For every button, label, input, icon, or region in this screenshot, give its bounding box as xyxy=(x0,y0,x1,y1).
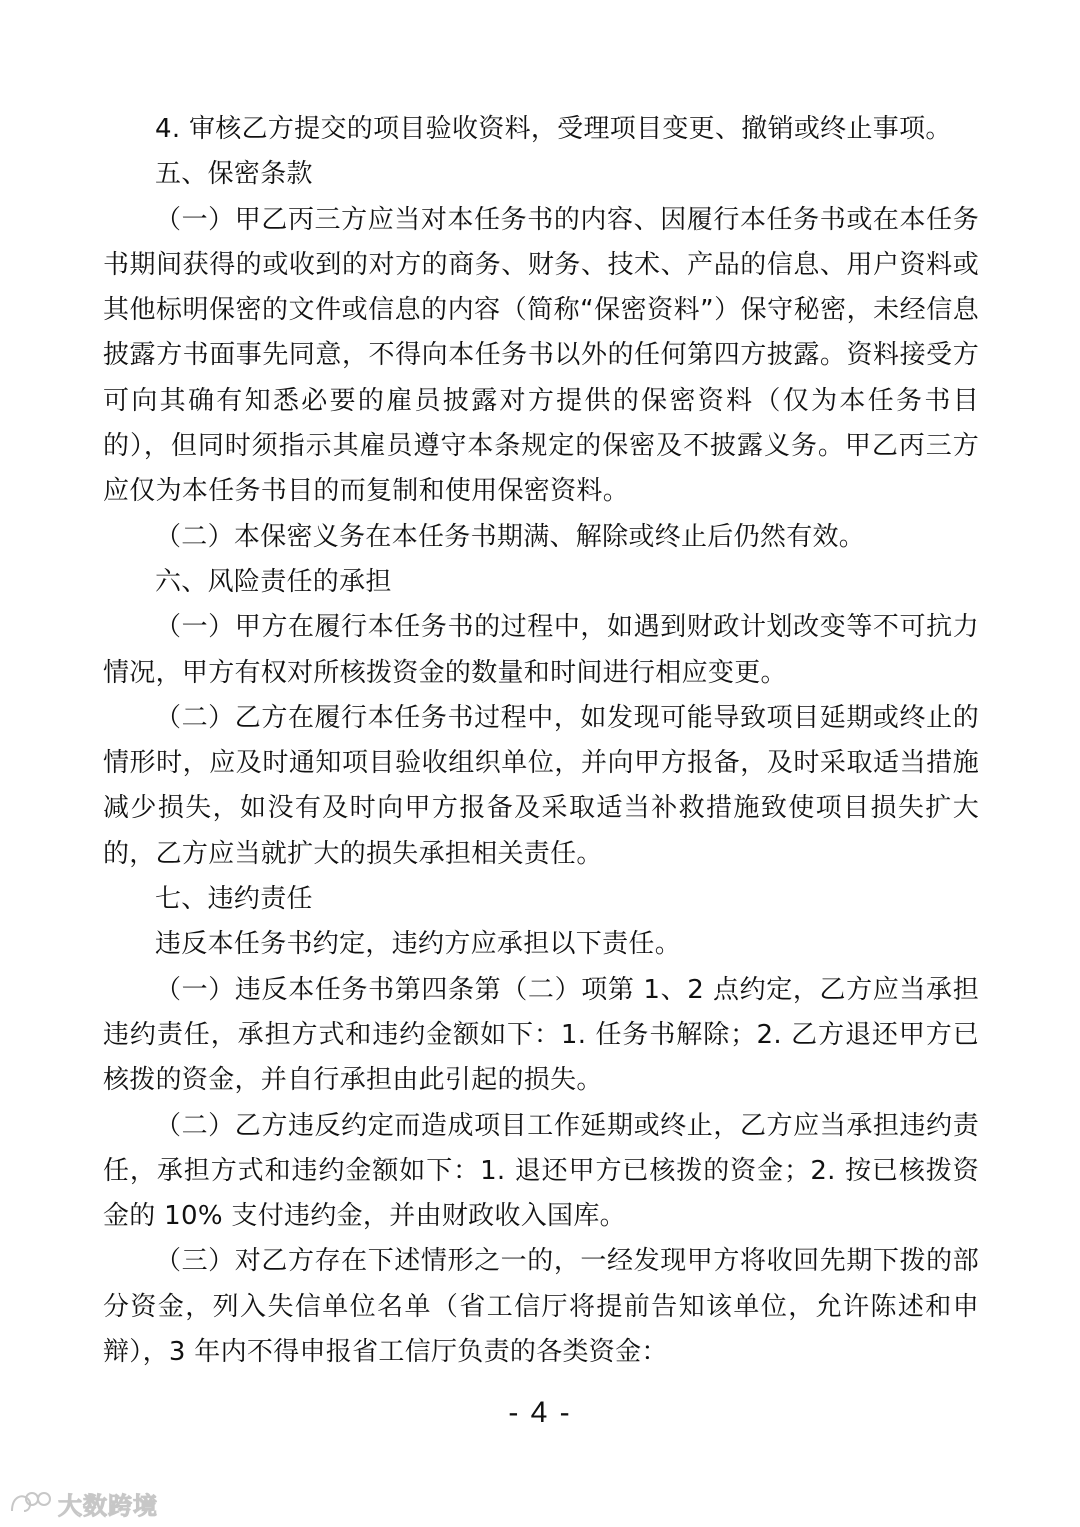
paragraph-risk-1: （一）甲方在履行本任务书的过程中，如遇到财政计划改变等不可抗力情况，甲方有权对所核拨资金的数量和时间进行相应变更。 xyxy=(103,612,979,688)
section-heading-confidentiality: 五、保密条款 xyxy=(155,159,313,190)
page-number: - 4 - xyxy=(508,1396,572,1429)
watermark-logo-icon xyxy=(8,1489,52,1517)
paragraph-breach-2: （二）乙方违反约定而造成项目工作延期或终止，乙方应当承担违约责任，承担方式和违约金额如下：1. 退还甲方已核拨的资金；2. 按已核拨资金的 10% 支付违约金，并由财政收入国库。 xyxy=(103,1110,979,1232)
paragraph-item-4: 4. 审核乙方提交的项目验收资料，受理项目变更、撤销或终止事项。 xyxy=(155,114,952,144)
paragraph-confidentiality-1: （一）甲乙丙三方应当对本任务书的内容、因履行本任务书或在本任务书期间获得的或收到的对方的商务、财务、技术、产品的信息、用户资料或其他标明保密的文件或信息的内容（简称“保密资料”）保守秘密，未经信息披露方书面事先同意，不得向本任务书以外的任何第四方披露。资料接受方可向其确有知悉必要的雇员披露对方提供的保密资料（仅为本任务书目的），但同时须指示其雇员遵守本条规定的保密及不披露义务。甲乙丙三方应仅为本任务书目的而复制和使用保密资料。 xyxy=(103,204,979,507)
paragraph-breach-intro: 违反本任务书约定，违约方应承担以下责任。 xyxy=(155,929,682,960)
paragraph-breach-1: （一）违反本任务书第四条第（二）项第 1、2 点约定，乙方应当承担违约责任，承担方式和违约金额如下：1. 任务书解除；2. 乙方退还甲方已核拨的资金，并自行承担由此引起的损失。 xyxy=(103,974,979,1096)
document-body xyxy=(103,107,979,1375)
paragraph-breach-3: （三）对乙方存在下述情形之一的，一经发现甲方将收回先期下拨的部分资金，列入失信单位名单（省工信厅将提前告知该单位，允许陈述和申辩），3 年内不得申报省工信厅负责的各类资金： xyxy=(103,1246,979,1368)
paragraph-risk-2: （二）乙方在履行本任务书过程中，如发现可能导致项目延期或终止的情形时，应及时通知项目验收组织单位，并向甲方报备，及时采取适当措施减少损失，如没有及时向甲方报备及采取适当补救措施致使项目损失扩大的，乙方应当就扩大的损失承担相关责任。 xyxy=(103,702,979,869)
paragraph-confidentiality-2: （二）本保密义务在本任务书期满、解除或终止后仍然有效。 xyxy=(155,521,866,552)
section-heading-breach: 七、违约责任 xyxy=(155,884,313,915)
watermark-text: 大数跨境 xyxy=(58,1491,158,1520)
section-heading-risk: 六、风险责任的承担 xyxy=(155,566,392,597)
watermark xyxy=(8,1486,158,1520)
